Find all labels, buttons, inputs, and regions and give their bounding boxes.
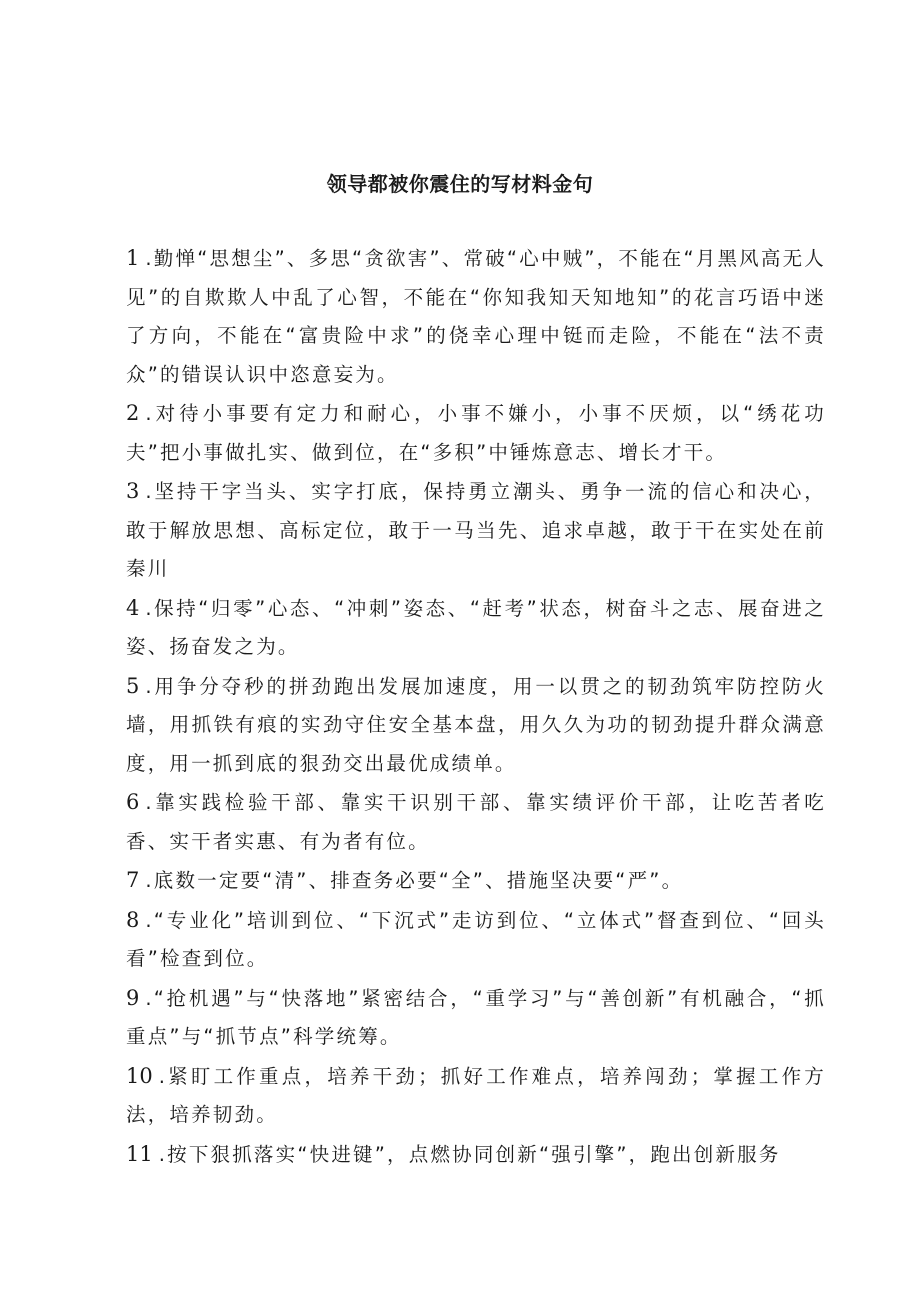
page-title: 领导都被你震住的写材料金句 bbox=[326, 172, 594, 196]
item-text: .紧盯工作重点，培养干劲；抓好工作难点，培养闯劲；掌握工作方法，培养韧劲。 bbox=[126, 1064, 826, 1126]
item-number: 4 bbox=[126, 595, 140, 620]
list-item bbox=[126, 667, 826, 784]
item-number: 3 bbox=[126, 479, 140, 503]
list-item bbox=[126, 861, 826, 901]
item-text: .用争分夺秒的拼劲跑出发展加速度，用一以贯之的韧劲筑牢防控防火墙，用抓铁有痕的实劲守住安全基本盘，用久久为功的韧劲提升群众满意度，用一抓到底的狠劲交出最优成绩单。 bbox=[126, 674, 826, 775]
item-number: 8 bbox=[126, 907, 140, 932]
item-text: .“抢机遇”与“快落地”紧密结合，“重学习”与“善创新”有机融合，“抓重点”与“抓节点”科学统筹。 bbox=[126, 986, 826, 1048]
item-text: .靠实践检验干部、靠实干识别干部、靠实绩评价干部，让吃苦者吃香、实干者实惠、有为者有位。 bbox=[126, 791, 826, 853]
item-text: .勤惮“思想尘”、多思“贪欲害”、常破“心中贼”，不能在“月黑风高无人见”的自欺欺人中乱了心智，不能在“你知我知天知地知”的花言巧语中迷了方向，不能在“富贵险中求”的侥幸心理中铤而走险，不能在“法不责众”的错误认识中恣意妄为。 bbox=[126, 247, 826, 386]
item-text: .对待小事要有定力和耐心，小事不嫌小，小事不厌烦，以“绣花功夫”把小事做扎实、做到位，在“多积”中锤炼意志、增长才干。 bbox=[126, 402, 826, 464]
item-number: 9 bbox=[126, 985, 140, 1010]
item-text: .底数一定要“清”、排查务必要“全”、措施坚决要“严”。 bbox=[145, 869, 684, 892]
item-number: 10 bbox=[126, 1063, 153, 1088]
item-number: 6 bbox=[126, 790, 140, 814]
quote-list bbox=[126, 239, 826, 1174]
item-text: .“专业化”培训到位、“下沉式”走访到位、“立体式”督查到位、“回头看”检查到位。 bbox=[126, 908, 826, 970]
list-item bbox=[126, 239, 826, 394]
item-number: 11 bbox=[126, 1141, 153, 1166]
item-text: .坚持干字当头、实字打底，保持勇立潮头、勇争一流的信心和决心，敢于解放思想、高标定位，敢于一马当先、追求卓越，敢于干在实处在前秦川 bbox=[126, 480, 826, 580]
list-item bbox=[126, 589, 826, 667]
item-number: 1 bbox=[126, 246, 140, 270]
list-item bbox=[126, 1135, 826, 1175]
item-text: .保持“归零”心态、“冲刺”姿态、“赶考”状态，树奋斗之志、展奋进之姿、扬奋发之为。 bbox=[126, 596, 826, 658]
item-text: .按下狠抓落实“快进键”，点燃协同创新“强引擎”，跑出创新服务 bbox=[158, 1142, 781, 1166]
item-number: 7 bbox=[126, 868, 140, 892]
list-item bbox=[126, 979, 826, 1057]
list-item bbox=[126, 472, 826, 589]
list-item bbox=[126, 783, 826, 861]
list-item bbox=[126, 394, 826, 472]
item-number: 2 bbox=[126, 401, 140, 425]
item-number: 5 bbox=[126, 673, 140, 698]
list-item bbox=[126, 901, 826, 979]
list-item bbox=[126, 1057, 826, 1135]
